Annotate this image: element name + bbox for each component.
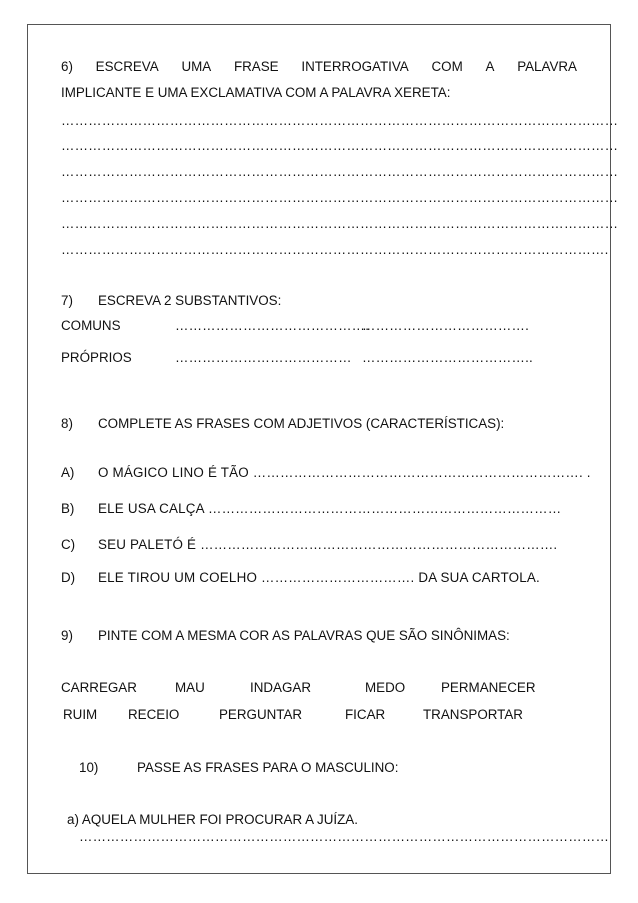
word-option[interactable]: PERGUNTAR <box>219 707 303 722</box>
q8-item-text[interactable]: O MÁGICO LINO É TÃO ………………………………………………………………. . <box>98 465 591 480</box>
word-option[interactable]: RUIM <box>63 707 98 722</box>
q8-item-text[interactable]: SEU PALETÓ É ……………………………………………………………………. <box>98 537 558 552</box>
q6-number: 6) <box>61 59 73 74</box>
q6-word: A <box>485 59 495 74</box>
q6-line1 <box>61 59 577 74</box>
word-option[interactable]: TRANSPORTAR <box>423 707 523 722</box>
answer-line[interactable]: ……………………………………………………………………………………………………… <box>79 829 610 844</box>
answer-line[interactable]: …………………………………………………………………………………………………………… <box>61 190 619 205</box>
q8-prompt: COMPLETE AS FRASES COM ADJETIVOS (CARACTERÍSTICAS): <box>98 416 505 431</box>
q8-item-letter: A) <box>61 465 75 480</box>
word-option[interactable]: RECEIO <box>128 707 180 722</box>
q7-number: 7) <box>61 293 73 308</box>
answer-blank[interactable]: ……………………………….. <box>362 350 533 365</box>
q6-word: INTERROGATIVA <box>301 59 409 74</box>
q6-line2: IMPLICANTE E UMA EXCLAMATIVA COM A PALAVRA XERETA: <box>61 85 451 100</box>
answer-blank[interactable]: ……………………………………. <box>175 318 370 333</box>
word-option[interactable]: INDAGAR <box>250 680 312 695</box>
q6-word: ESCREVA <box>95 59 159 74</box>
q8-item-letter: D) <box>61 570 76 585</box>
word-option[interactable]: PERMANECER <box>441 680 536 695</box>
q8-item-letter: C) <box>61 537 76 552</box>
q7-label-proprios: PRÓPRIOS <box>61 350 132 365</box>
q6-word: COM <box>431 59 463 74</box>
q8-item-text[interactable]: ELE USA CALÇA …………………………………………………………………… <box>98 501 562 516</box>
answer-blank[interactable]: ………………………………… <box>175 350 352 365</box>
word-option[interactable]: MEDO <box>365 680 406 695</box>
q10-number: 10) <box>79 760 99 775</box>
q9-number: 9) <box>61 628 73 643</box>
q9-prompt: PINTE COM A MESMA COR AS PALAVRAS QUE SÃO SINÔNIMAS: <box>98 628 510 643</box>
q7-label-comuns: COMUNS <box>61 318 121 333</box>
q6-word: FRASE <box>233 59 279 74</box>
answer-line[interactable]: …………………………………………………………………………………………………………. <box>61 242 609 257</box>
q8-item-text[interactable]: ELE TIROU UM COELHO ……………………………. DA SUA CARTOLA. <box>98 570 540 585</box>
word-option[interactable]: CARREGAR <box>61 680 137 695</box>
q7-prompt: ESCREVA 2 SUBSTANTIVOS: <box>98 293 282 308</box>
answer-line[interactable]: …………………………………………………………………………………………………………… <box>61 113 619 128</box>
answer-line[interactable]: …………………………………………………………………………………………………………… <box>61 216 619 231</box>
q6-word: PALAVRA <box>517 59 577 74</box>
answer-line[interactable]: …………………………………………………………………………………………………………… <box>61 164 619 179</box>
answer-line[interactable]: …………………………………………………………………………………………………………… <box>61 138 619 153</box>
answer-blank[interactable]: ………………………………. <box>362 318 530 333</box>
q8-item-letter: B) <box>61 501 75 516</box>
word-option[interactable]: MAU <box>175 680 205 695</box>
q10-prompt: PASSE AS FRASES PARA O MASCULINO: <box>137 760 399 775</box>
q8-number: 8) <box>61 416 73 431</box>
q10-item-a: a) AQUELA MULHER FOI PROCURAR A JUÍZA. <box>67 812 358 827</box>
q6-word: UMA <box>181 59 212 74</box>
word-option[interactable]: FICAR <box>345 707 386 722</box>
